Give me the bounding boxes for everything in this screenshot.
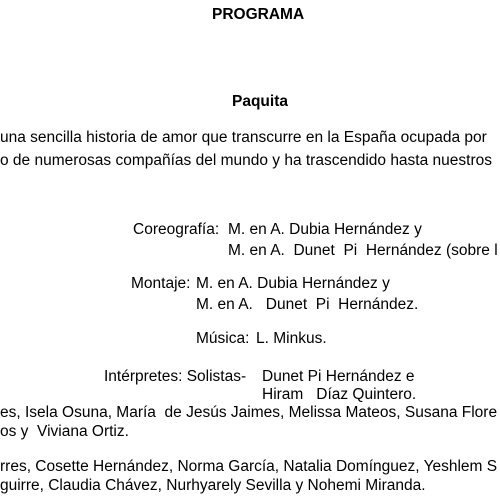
cast-line-1: es, Isela Osuna, María de Jesús Jaimes, Melissa Mateos, Susana Flore	[0, 405, 498, 421]
soloist-line-2: Hiram Díaz Quintero.	[262, 387, 417, 403]
music-value: L. Minkus.	[256, 331, 327, 347]
cast-line-3: rres, Cosette Hernández, Norma García, Natalia Domínguez, Yeshlem S	[0, 459, 498, 475]
choreography-line-2: M. en A. Dunet Pi Hernández (sobre l	[228, 243, 498, 259]
cast-line-4: guirre, Claudia Chávez, Nurhyarely Sevilla y Nohemi Miranda.	[0, 478, 426, 494]
intro-line-2: o de numerosas compañías del mundo y ha trascendido hasta nuestros	[0, 153, 492, 169]
choreography-line-1: M. en A. Dubia Hernández y	[228, 222, 422, 238]
music-label: Música:	[196, 331, 250, 347]
program-heading: PROGRAMA	[212, 7, 305, 23]
staging-label: Montaje:	[131, 276, 191, 292]
choreography-label: Coreografía:	[133, 222, 220, 238]
staging-line-2: M. en A. Dunet Pi Hernández.	[196, 297, 419, 313]
performers-label: Intérpretes: Solistas-	[104, 369, 247, 385]
intro-line-1: una sencilla historia de amor que transcurre en la España ocupada por	[0, 130, 487, 146]
soloist-line-1: Dunet Pi Hernández e	[262, 369, 415, 385]
piece-title: Paquita	[232, 94, 288, 110]
staging-line-1: M. en A. Dubia Hernández y	[196, 276, 390, 292]
cast-line-2: os y Viviana Ortiz.	[0, 424, 129, 440]
